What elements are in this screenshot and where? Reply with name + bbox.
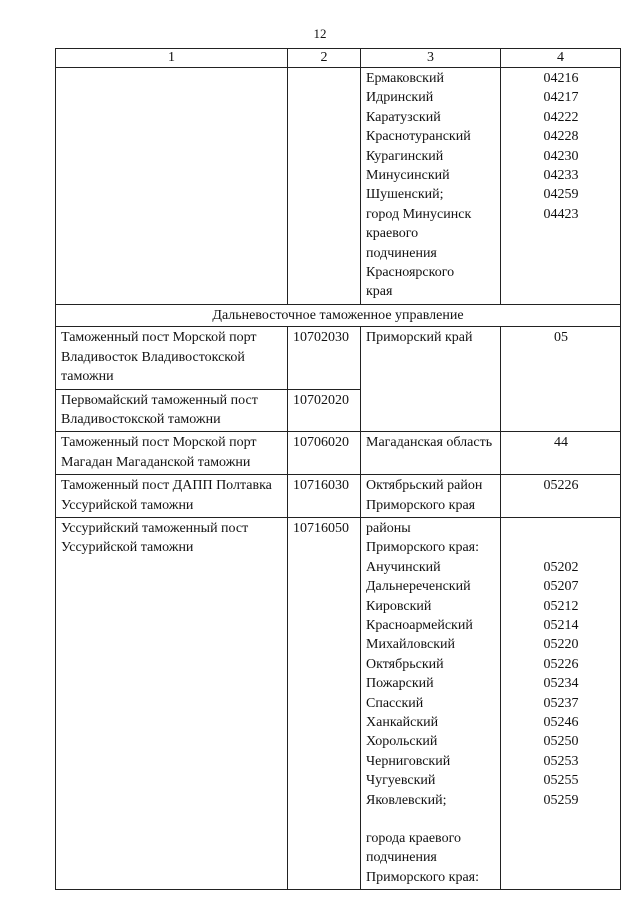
ussuri-regions: [361, 517, 501, 889]
header-col-4: 4: [501, 49, 621, 68]
table-row: [56, 475, 621, 518]
territory: Магаданская область: [361, 432, 501, 475]
list-item: Чугуевский: [366, 773, 436, 789]
list-item: Идринский: [366, 90, 434, 106]
post-code: 10716050: [288, 517, 361, 889]
list-item: Краснотуранский: [366, 129, 471, 145]
header-col-2: 2: [288, 49, 361, 68]
post-code: 10702020: [288, 389, 361, 432]
okato-code: 05237: [543, 695, 579, 711]
krasnoyarsk-codes: [501, 68, 621, 305]
okato-code: 05: [501, 327, 621, 432]
list-item: Спасский: [366, 695, 424, 711]
section-title: Дальневосточное таможенное управление: [56, 304, 621, 326]
okato-code: 04230: [543, 148, 579, 164]
post-name: Таможенный пост Морской порт Владивосток Владивостокской таможни: [56, 327, 288, 389]
list-item: город Минусинск: [366, 206, 472, 222]
list-item: Михайловский: [366, 637, 455, 653]
post-name: Первомайский таможенный пост Владивостокской таможни: [56, 389, 288, 432]
list-item: Октябрьский: [366, 656, 444, 672]
list-footer: Приморского края:: [366, 869, 480, 885]
okato-code: 05253: [543, 753, 579, 769]
table-row: [56, 432, 621, 475]
list-item: Ермаковский: [366, 71, 444, 86]
territory: Приморский край: [361, 327, 501, 432]
okato-code: 04423: [543, 206, 579, 222]
list-item: Шушенский;: [366, 187, 444, 203]
table-row: [56, 327, 621, 389]
okato-code: 05220: [543, 637, 579, 653]
list-footer: города краевого: [366, 831, 461, 847]
header-row: [56, 49, 621, 68]
list-item: Анучинский: [366, 559, 441, 575]
list-item: Кировский: [366, 598, 432, 614]
okato-code: 05202: [543, 559, 579, 575]
territory: Октябрьский район Приморского края: [361, 475, 501, 518]
okato-code: 04233: [543, 168, 579, 184]
post-code: 10716030: [288, 475, 361, 518]
header-col-3: 3: [361, 49, 501, 68]
post-code: 10706020: [288, 432, 361, 475]
list-item: Красноярского: [366, 265, 455, 281]
okato-code: 05226: [501, 475, 621, 518]
section-row: [56, 304, 621, 326]
post-name: Таможенный пост ДАПП Полтавка Уссурийской таможни: [56, 475, 288, 518]
okato-code: 05250: [543, 734, 579, 750]
okato-code: 05234: [543, 676, 579, 692]
okato-code: 05226: [543, 656, 579, 672]
krasnoyarsk-regions: [361, 68, 501, 305]
list-item: подчинения: [366, 245, 437, 261]
okato-code: 04222: [543, 109, 579, 125]
page-number: 12: [313, 26, 327, 41]
post-name: Уссурийский таможенный пост Уссурийской таможни: [56, 517, 288, 889]
list-item: Черниговский: [366, 753, 451, 769]
list-item: края: [366, 284, 393, 300]
okato-code: 05259: [543, 792, 579, 808]
okato-code: 05207: [543, 579, 579, 595]
okato-code: 05212: [543, 598, 579, 614]
list-heading: районы: [366, 520, 411, 536]
okato-code: 04216: [543, 71, 579, 86]
list-item: Минусинский: [366, 168, 450, 184]
post-code: 10702030: [288, 327, 361, 389]
list-item: Хорольский: [366, 734, 438, 750]
table-row: [56, 517, 621, 889]
list-item: Дальнереченский: [366, 579, 471, 595]
post-name: Таможенный пост Морской порт Магадан Магаданской таможни: [56, 432, 288, 475]
list-footer: подчинения: [366, 850, 437, 866]
header-col-1: 1: [56, 49, 288, 68]
okato-code: 04228: [543, 129, 579, 145]
list-item: Пожарский: [366, 676, 434, 692]
okato-code: 04259: [543, 187, 579, 203]
table-row: [56, 68, 621, 305]
list-item: Яковлевский;: [366, 792, 447, 808]
list-item: Ханкайский: [366, 715, 439, 730]
okato-code: 05214: [543, 617, 579, 633]
list-item: Каратузский: [366, 109, 441, 125]
list-heading: Приморского края:: [366, 540, 480, 556]
okato-code: 05255: [543, 773, 579, 789]
okato-code: 44: [501, 432, 621, 475]
ussuri-codes: [501, 517, 621, 889]
okato-code: 04217: [543, 90, 579, 106]
okato-code: 05246: [543, 714, 579, 730]
customs-table: [55, 48, 621, 890]
list-item: Красноармейский: [366, 617, 473, 633]
list-item: Курагинский: [366, 148, 444, 164]
list-item: краевого: [366, 226, 419, 242]
